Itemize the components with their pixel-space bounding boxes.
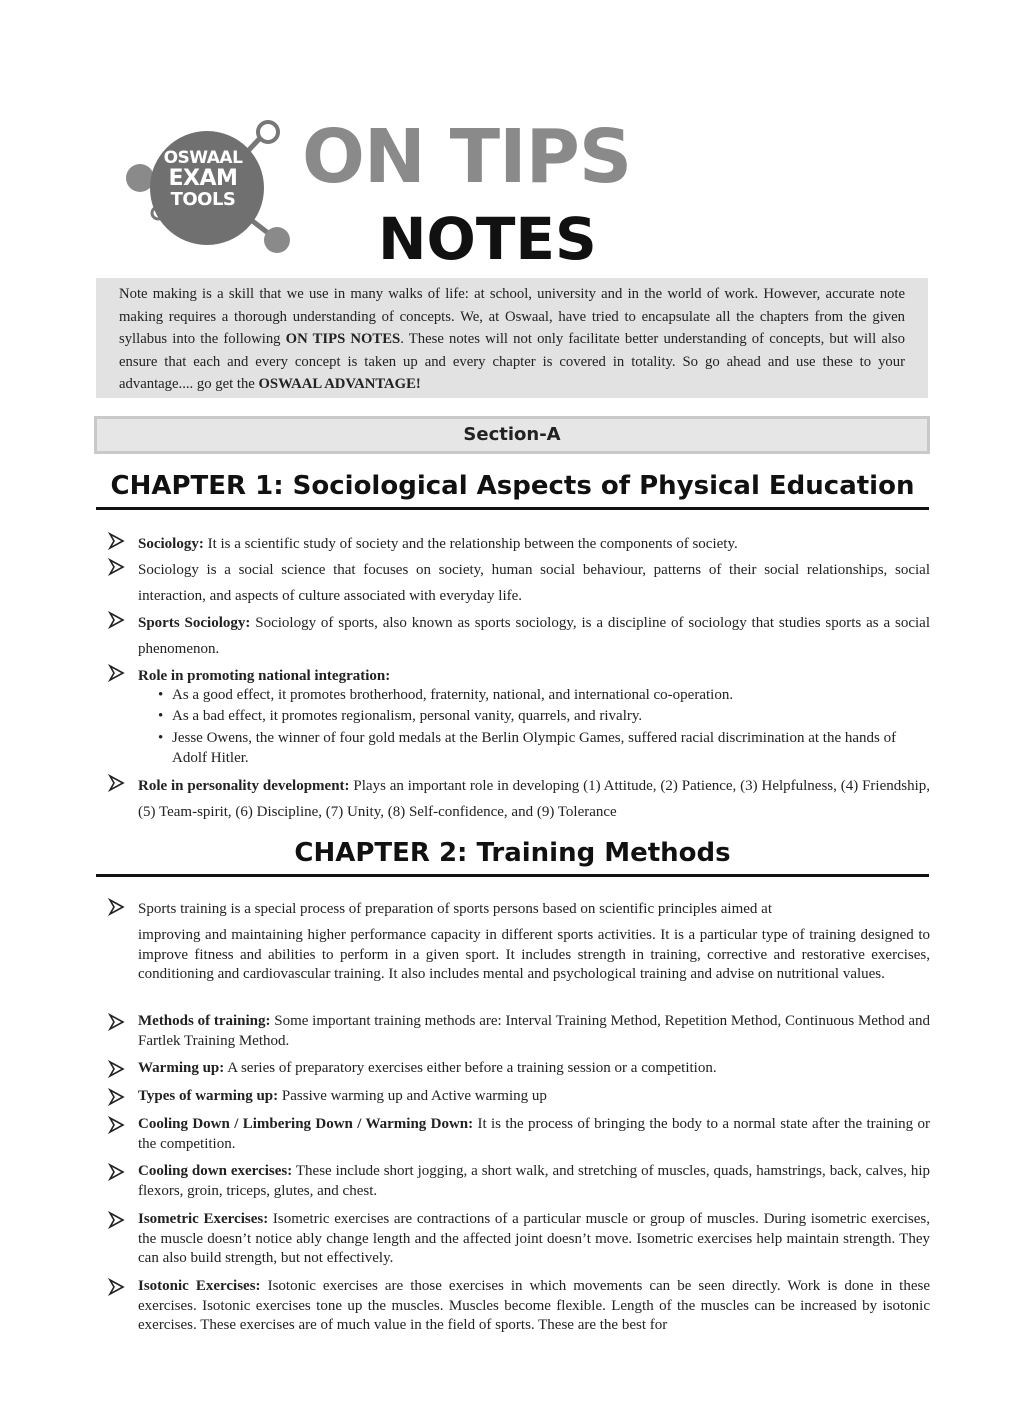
item-text: Passive warming up and Active warming up bbox=[278, 1088, 547, 1104]
arrow-bullet-icon bbox=[108, 1162, 130, 1182]
item-text: Isotonic exercises are those exercises in which movements can be seen directly. Work is done in these exercises. Isotonic exercises tone up the muscles. Muscles become flexible. Length of the muscles can be increased by isotonic exercises. These exercises are of much value in the field of sports. These are the best for bbox=[138, 1278, 931, 1333]
dot-bullet-icon: • bbox=[158, 708, 164, 724]
item-term: Sociology: bbox=[138, 536, 204, 552]
sub-item bbox=[158, 686, 930, 706]
arrow-bullet-icon bbox=[108, 1087, 130, 1107]
item-term: Types of warming up: bbox=[138, 1088, 279, 1104]
list-item bbox=[108, 1162, 930, 1201]
intro-bold-1: ON TIPS NOTES bbox=[285, 331, 401, 348]
sub-item-text: Jesse Owens, the winner of four gold medals at the Berlin Olympic Games, suffered racial discrimination at the hands of Adolf Hitler. bbox=[172, 730, 897, 766]
page-title-line-2: NOTES bbox=[378, 205, 597, 273]
dot-bullet-icon: • bbox=[158, 730, 164, 746]
item-text: A series of preparatory exercises either before a training session or a competition. bbox=[224, 1060, 717, 1076]
arrow-bullet-icon bbox=[108, 1115, 130, 1135]
arrow-bullet-icon bbox=[108, 663, 130, 683]
list-item bbox=[108, 773, 930, 825]
list-item bbox=[108, 897, 930, 922]
list-item bbox=[108, 1059, 930, 1079]
section-heading: Section-A bbox=[94, 416, 930, 454]
item-term: Role in personality development: bbox=[138, 778, 350, 794]
item-term: Isotonic Exercises: bbox=[138, 1278, 261, 1294]
sub-item bbox=[158, 707, 930, 727]
header bbox=[0, 0, 1024, 275]
list-item bbox=[108, 531, 930, 557]
arrow-bullet-icon bbox=[108, 610, 130, 630]
item-text: improving and maintaining higher performance capacity in different sports activities. It is a particular type of training designed to improve fitness and abilities to perform in a given sport. It includes strength in training, corrective and restorative exercises, conditioning and cardiovascular training. It also includes mental and psychological training and advise on nutritional values. bbox=[138, 927, 930, 982]
logo-line-3: TOOLS bbox=[170, 189, 236, 210]
item-term: Sports Sociology: bbox=[138, 615, 251, 631]
list-item bbox=[108, 557, 930, 609]
item-term: Role in promoting national integration: bbox=[138, 668, 391, 684]
dot-bullet-icon: • bbox=[158, 687, 164, 703]
sub-item bbox=[158, 729, 930, 768]
logo-wordmark bbox=[148, 150, 258, 209]
sub-item-text: As a bad effect, it promotes regionalism, personal vanity, quarrels, and rivalry. bbox=[172, 708, 643, 724]
item-term: Warming up: bbox=[138, 1060, 225, 1076]
chapter-1-title: CHAPTER 1: Sociological Aspects of Physical Education bbox=[96, 468, 929, 510]
intro-bold-2: OSWAAL ADVANTAGE! bbox=[258, 376, 421, 393]
logo-line-1: OSWAAL bbox=[163, 148, 243, 168]
arrow-bullet-icon bbox=[108, 1059, 130, 1079]
item-text: It is the process of bringing the body to a normal state after the training or the competition. bbox=[138, 1116, 930, 1152]
item-term: Cooling down exercises: bbox=[138, 1163, 293, 1179]
item-text: Isometric exercises are contractions of a particular muscle or group of muscles. During isometric exercises, the muscle doesn’t notice ably change length and the affected joint doesn’t move. Isometric exercises help maintain strength. They can also build strength, but not effectively. bbox=[138, 1211, 930, 1266]
arrow-bullet-icon bbox=[108, 531, 130, 551]
item-text: Sociology of sports, also known as sports sociology, is a discipline of sociology that studies sports as a social phenomenon. bbox=[138, 615, 930, 657]
arrow-bullet-icon bbox=[108, 1012, 130, 1032]
item-text: Sociology is a social science that focuses on society, human social behaviour, patterns of their social relationships, social interaction, and aspects of culture associated with everyday life. bbox=[138, 562, 930, 604]
arrow-bullet-icon bbox=[108, 1210, 130, 1230]
arrow-bullet-icon bbox=[108, 773, 130, 793]
intro-text-1: Note making is a skill that we use in many walks of life: at school, university and in the world of work. However, accurate note making requires a thorough understanding of concepts. We, at Oswaal, have tried to encapsulate all the chapters from the given syllabus into the following bbox=[119, 286, 905, 348]
list-item bbox=[108, 1012, 930, 1051]
item-text: It is a scientific study of society and the relationship between the components of society. bbox=[203, 536, 738, 552]
arrow-bullet-icon bbox=[108, 1277, 130, 1297]
list-item bbox=[108, 1210, 930, 1269]
list-item bbox=[108, 1087, 930, 1107]
intro-text-2: . These notes will not only facilitate better understanding of concepts, but will also ensure that each and every concept is taken up and every chapter is covered in totality. So go ahead and use these to your advantage.... go get the bbox=[119, 331, 905, 393]
list-item bbox=[108, 610, 930, 662]
chapter-2-title: CHAPTER 2: Training Methods bbox=[96, 835, 929, 877]
item-text: Sports training is a special process of preparation of sports persons based on scientific principles aimed at bbox=[138, 901, 772, 917]
list-item bbox=[108, 1277, 930, 1336]
item-term: Isometric Exercises: bbox=[138, 1211, 269, 1227]
item-text: Some important training methods are: Interval Training Method, Repetition Method, Continuous Method and Fartlek Training Method. bbox=[138, 1013, 931, 1049]
item-text: Plays an important role in developing (1) Attitude, (2) Patience, (3) Helpfulness, (4) Friendship, (5) Team-spirit, (6) Discipline, (7) Unity, (8) Self-confidence, and (9) Tolerance bbox=[138, 778, 930, 820]
arrow-bullet-icon bbox=[108, 557, 130, 577]
item-term: Methods of training: bbox=[138, 1013, 271, 1029]
intro-box bbox=[96, 278, 928, 398]
list-item bbox=[108, 1115, 930, 1154]
logo-line-2: EXAM bbox=[168, 166, 238, 191]
arrow-bullet-icon bbox=[108, 897, 130, 917]
sub-item-text: As a good effect, it promotes brotherhood, fraternity, national, and international co-operation. bbox=[172, 687, 734, 703]
item-term: Cooling Down / Limbering Down / Warming Down: bbox=[138, 1116, 474, 1132]
item-text: These include short jogging, a short walk, and stretching of muscles, quads, hamstrings, back, calves, hip flexors, groin, triceps, glutes, and chest. bbox=[138, 1163, 930, 1199]
page-title-line-1: ON TIPS bbox=[302, 114, 632, 200]
list-item-continuation bbox=[108, 926, 930, 985]
